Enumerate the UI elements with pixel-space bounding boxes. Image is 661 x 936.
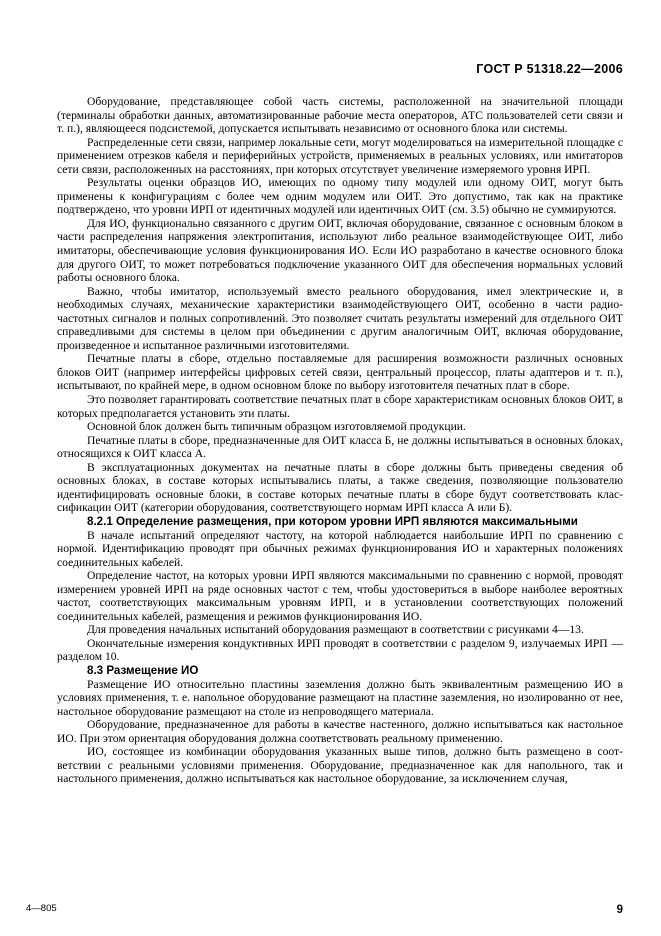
- body-paragraph: Оборудование, представляющее собой часть системы, расположенной на значительной площади (терминалы обработки данных, автоматизированные рабочие места операторов, АТС пользователей сети связи и т. п.), являющееся подсистемой, допускается испытывать независимо от основного блока или системы.: [57, 95, 623, 136]
- body-paragraph: Для проведения начальных испытаний оборудования размещают в соответствии с рисунками 4—13.: [87, 623, 584, 637]
- body-paragraph: Печатные платы в сборе, отдельно поставляемые для расширения возможности различных основных блоков ОИТ (например интерфейсы цифровых сетей связи, центральный процессор, платы адаптеров и т. п.), испытывают, по крайней мере, в одном основном блоке по выбору изготовителя печатных плат в сборе.: [57, 352, 623, 393]
- body-paragraph: Печатные платы в сборе, предназначенные для ОИТ класса Б, не должны испытываться в основных блоках, относящихся к ОИТ класса А.: [57, 433, 623, 461]
- body-paragraph: Важно, чтобы имитатор, используемый вместо реального оборудования, имел электрические и, в необходимых случаях, механические характеристики взаимодействующего ОИТ, особенно в части радиочастотных сигналов и полных сопротивлений. Это позволяет считать результаты измерений для отдельного ОИТ справедливыми для системы в целом при объединении с другим аналогичным ОИТ, включая оборудование, произведенное и испытанное различными изготовителями.: [57, 284, 623, 352]
- page-number: 9: [616, 904, 623, 916]
- body-paragraph: Оборудование, предназначенное для работы в качестве настенного, должно испытываться как настольное ИО. При этом ориентация оборудования должна соответствовать реальному применению.: [57, 718, 623, 745]
- body-paragraph: Определение частот, на которых уровни ИРП являются максимальными по сравнению с нормой, проводят измерением уровней ИРП на ряде основных частот с тем, чтобы удостовериться в выборе наиболее вероятных частот, соответствующих максимальным уровням ИРП, и в установлении соответствующих положений соединительных кабелей, размещения и режимов функционирования ИО.: [57, 569, 623, 623]
- document-body: [57, 95, 623, 786]
- section-heading: 8.2.1 Определение размещения, при котором уровни ИРП являются максимальными: [87, 514, 578, 528]
- body-paragraph: Окончательные измерения кондуктивных ИРП проводят в соответствии с разделом 9, излучаемых ИРП — разделом 10.: [57, 636, 623, 664]
- footer-signature: 4—805: [26, 903, 57, 914]
- body-paragraph: Размещение ИО относительно пластины заземления должно быть эквивалентным размещению ИО в условиях применения, т. е. напольное оборудование размещают на пластине заземления, но изолированно от нее, настольное оборудование размещают на столе из непроводящего материала.: [57, 677, 623, 718]
- body-paragraph: Распределенные сети связи, например локальные сети, могут моделироваться на измерительной площадке с применением отрезков кабеля и периферийных устройств, применяемых в реальных условиях, или имитаторов сети связи, расположенных на расстояниях, при которых отсутствует увеличение измеряемого уровня ИРП.: [57, 135, 623, 176]
- body-paragraph: Результаты оценки образцов ИО, имеющих по одному типу модулей или одному ОИТ, могут быть применены к конфигурациям с более чем одним модулем или ОИТ. Это допустимо, так как на практике подтверждено, что уровни ИРП от идентичных модулей или идентичных ОИТ (см. 3.5) обычно не суммируются.: [57, 176, 623, 217]
- body-paragraph: Основной блок должен быть типичным образцом изготовляемой продукции.: [87, 420, 466, 434]
- page-header: ГОСТ Р 51318.22—2006: [476, 62, 623, 76]
- body-paragraph: ИО, состоящее из комбинации оборудования указанных выше типов, должно быть размещено в соответствии с реальными условиями применения. Оборудование, предназначенное как для напольного, так и настольного применения, должно испытываться как настольное оборудование, за исключением случая,: [57, 745, 623, 786]
- body-paragraph: В эксплуатационных документах на печатные платы в сборе должны быть приведены сведения об основных блоках, в составе которых испытывались платы, а также сведения, позволяющие пользователю идентифицировать основные блоки, в составе которых печатные платы в сборе будут соответствовать классификации ОИТ (категории оборудования, соответствующего нормам ИРП класса А или Б).: [57, 460, 623, 515]
- section-heading: 8.3 Размещение ИО: [87, 663, 199, 677]
- body-paragraph: Это позволяет гарантировать соответствие печатных плат в сборе характеристикам основных блоков ОИТ, в которых предполагается установить эти платы.: [57, 393, 623, 420]
- body-paragraph: Для ИО, функционально связанного с другим ОИТ, включая оборудование, связанное с основным блоком в части распределения напряжения электропитания, используют либо реальное взаимодействующее ОИТ, либо имитаторы, обеспечивающие условия функционирования ИО. Если ИО разработано в качестве основного блока для другого ОИТ, то может потребоваться подключение указанного ОИТ для обеспечения нормальных условий работы основного блока.: [57, 216, 623, 285]
- body-paragraph: В начале испытаний определяют частоту, на которой наблюдается наибольшие ИРП по сравнению с нормой. Идентификацию проводят при обычных режимах функционирования ИО и характерных положениях соединительных кабелей.: [57, 528, 623, 569]
